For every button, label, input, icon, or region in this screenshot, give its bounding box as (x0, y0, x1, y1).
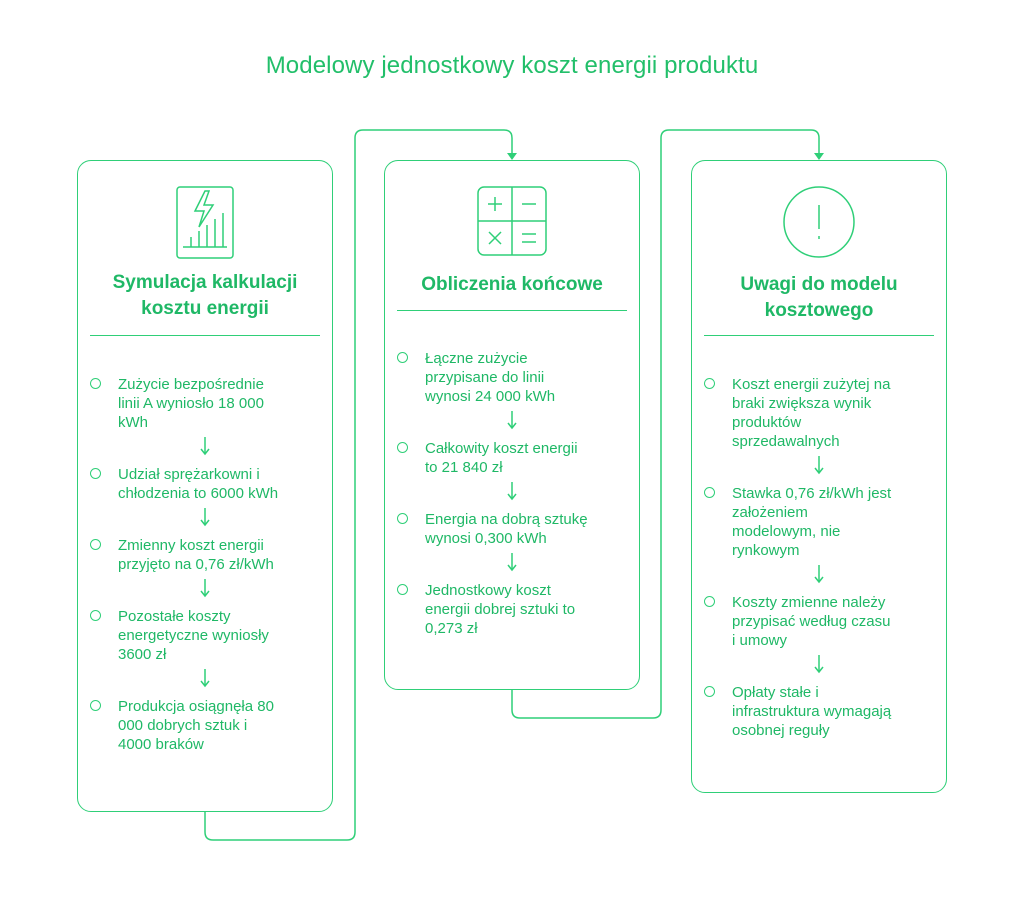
bullet-circle-icon (704, 596, 715, 607)
card-title: Obliczenia końcowe (421, 274, 603, 295)
down-arrow-icon (704, 560, 934, 593)
bullet-circle-icon (397, 584, 408, 595)
list-item: Produkcja osiągnęła 80 000 dobrych sztuk i 4000 braków (90, 697, 320, 754)
card-energy-simulation (77, 160, 333, 812)
list-item: Koszty zmienne należy przypisać według czasu i umowy (704, 593, 934, 650)
chart-bolt-icon (175, 185, 235, 261)
bullet-circle-icon (90, 539, 101, 550)
card-divider (90, 335, 320, 336)
card-item-list (704, 375, 934, 740)
down-arrow-icon (90, 432, 320, 465)
bullet-circle-icon (704, 487, 715, 498)
page-title: Modelowy jednostkowy koszt energii produktu (265, 52, 759, 79)
list-item: Jednostkowy koszt energii dobrej sztuki to 0,273 zł (397, 581, 627, 638)
list-item: Zużycie bezpośrednie linii A wyniosło 18 000 kWh (90, 375, 320, 432)
card-model-notes (691, 160, 947, 793)
bullet-circle-icon (397, 442, 408, 453)
bullet-circle-icon (90, 700, 101, 711)
card-divider (704, 335, 934, 336)
down-arrow-icon (90, 574, 320, 607)
down-arrow-icon (704, 650, 934, 683)
exclamation-circle-icon (782, 185, 856, 259)
bullet-circle-icon (704, 686, 715, 697)
card-title: Uwagi do modelu kosztowego (740, 274, 898, 321)
card-title: Symulacja kalkulacji kosztu energii (112, 272, 298, 319)
card-final-calculations (384, 160, 640, 690)
down-arrow-icon (90, 503, 320, 536)
list-item: Opłaty stałe i infrastruktura wymagają osobnej reguły (704, 683, 934, 740)
list-item: Koszt energii zużytej na braki zwiększa wynik produktów sprzedawalnych (704, 375, 934, 451)
connector-2-arrowhead (814, 153, 824, 160)
down-arrow-icon (90, 664, 320, 697)
bullet-circle-icon (704, 378, 715, 389)
list-item: Udział sprężarkowni i chłodzenia to 6000 kWh (90, 465, 320, 503)
calculator-icon (476, 185, 548, 257)
connector-1-arrowhead (507, 153, 517, 160)
down-arrow-icon (397, 406, 627, 439)
down-arrow-icon (704, 451, 934, 484)
list-item: Całkowity koszt energii to 21 840 zł (397, 439, 627, 477)
list-item: Łączne zużycie przypisane do linii wynosi 24 000 kWh (397, 349, 627, 406)
card-item-list (397, 349, 627, 638)
list-item: Zmienny koszt energii przyjęto na 0,76 zł/kWh (90, 536, 320, 574)
bullet-circle-icon (397, 513, 408, 524)
card-divider (397, 310, 627, 311)
bullet-circle-icon (90, 610, 101, 621)
card-item-list (90, 375, 320, 754)
list-item: Pozostałe koszty energetyczne wyniosły 3600 zł (90, 607, 320, 664)
bullet-circle-icon (90, 468, 101, 479)
down-arrow-icon (397, 548, 627, 581)
bullet-circle-icon (397, 352, 408, 363)
bullet-circle-icon (90, 378, 101, 389)
down-arrow-icon (397, 477, 627, 510)
list-item: Stawka 0,76 zł/kWh jest założeniem modelowym, nie rynkowym (704, 484, 934, 560)
list-item: Energia na dobrą sztukę wynosi 0,300 kWh (397, 510, 627, 548)
